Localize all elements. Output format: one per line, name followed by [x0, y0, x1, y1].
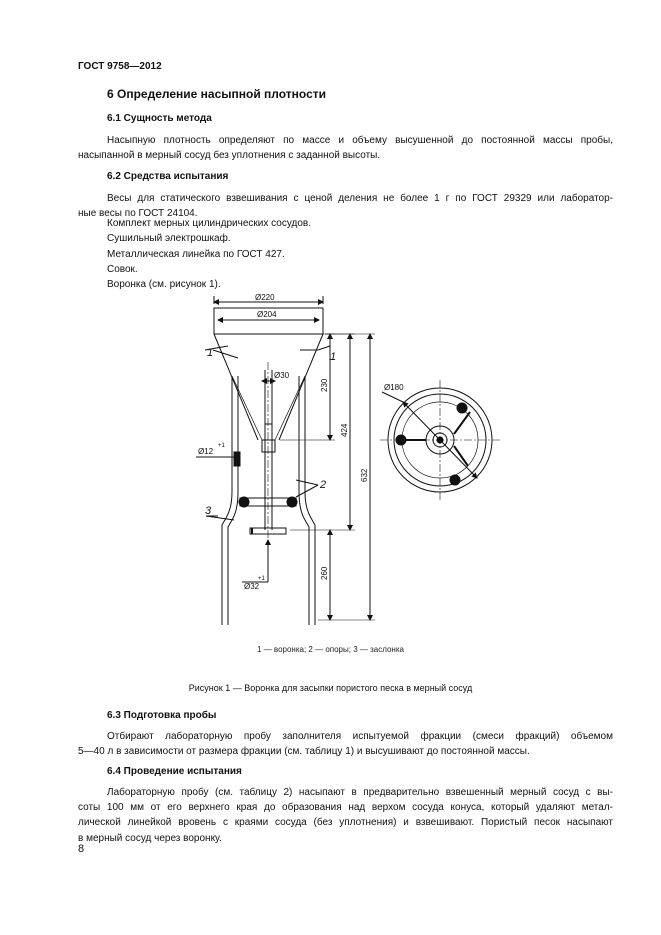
label-1-left: 1: [207, 347, 214, 359]
page-number: 8: [78, 843, 85, 855]
paragraph-line: 5—40 л в зависимости от размера фракции (см. таблицу 1) и высушивают до постоянной массы.: [78, 746, 530, 758]
spout: [262, 440, 275, 452]
list-item: Металлическая линейка по ГОСТ 427.: [107, 249, 285, 260]
paragraph-line: соты 100 мм от его верхнего края до образования над верхом сосуда конуса, который удаляют метал-: [78, 802, 613, 814]
dim-h632: 632: [360, 468, 369, 482]
paragraph-6-4: [78, 785, 613, 846]
dim-d220: Ø220: [255, 293, 275, 302]
label-1-right: 1: [330, 351, 337, 363]
list-item: Совок.: [107, 264, 138, 275]
figure-legend: 1 — воронка; 2 — опоры; 3 — заслонка: [257, 645, 404, 654]
paragraph-line: Отбирают лабораторную пробу заполнителя испытуемой фракции (смеси фракций) объемом: [107, 731, 613, 742]
subsection-title-6-1: 6.1 Сущность метода: [107, 113, 212, 124]
dim-d32-tol: +1: [258, 576, 265, 582]
paragraph-6-3: [78, 729, 613, 759]
subsection-title-6-2: 6.2 Средства испытания: [107, 171, 229, 182]
label-3: 3: [205, 505, 212, 517]
paragraph-line: ные весы по ГОСТ 24104.: [78, 208, 198, 220]
subsection-title-6-3: 6.3 Подготовка пробы: [107, 710, 217, 721]
figure-caption: Рисунок 1 — Воронка для засыпки пористого песка в мерный сосуд: [188, 683, 473, 693]
dim-d12: Ø12: [198, 447, 214, 456]
label-2: 2: [320, 479, 327, 491]
paragraph-line: Весы для статического взвешивания с ценой деления не более 1 г по ГОСТ 29329 или лаборатор-: [107, 193, 613, 204]
subsection-title-6-4: 6.4 Проведение испытания: [107, 766, 242, 777]
paragraph-line: насыпанной в мерный сосуд без уплотнения с заданной высоты.: [78, 150, 381, 162]
paragraph-line: Насыпную плотность определяют по массе и объему высушенной до постоянной массы пробы,: [107, 135, 613, 146]
paragraph-line: лической линейкой вровень с краями сосуда (без уплотнения) и взвешивают. Пористый песок насыпают: [78, 817, 613, 829]
list-item: Воронка (см. рисунок 1).: [107, 279, 221, 290]
paragraph-line: в мерный сосуд через воронку.: [78, 832, 222, 844]
list-item: Комплект мерных цилиндрических сосудов.: [107, 218, 311, 229]
dim-d204: Ø204: [257, 310, 277, 319]
dim-h230: 230: [320, 378, 329, 392]
dim-h260: 260: [320, 566, 329, 580]
dim-d32: Ø32: [244, 582, 260, 591]
dim-h424: 424: [340, 423, 349, 437]
list-item: Сушильный электрошкаф.: [107, 233, 231, 244]
dim-d30: Ø30: [274, 371, 290, 380]
dim-d180: Ø180: [384, 383, 404, 392]
paragraph-line: Лабораторную пробу (см. таблицу 2) насыпают в предварительно взвешенный мерный сосуд с вы-: [107, 787, 613, 798]
dim-d12-tol: +1: [218, 443, 225, 449]
section-title: 6 Определение насыпной плотности: [107, 87, 327, 101]
document-header: ГОСТ 9758—2012: [78, 61, 162, 72]
